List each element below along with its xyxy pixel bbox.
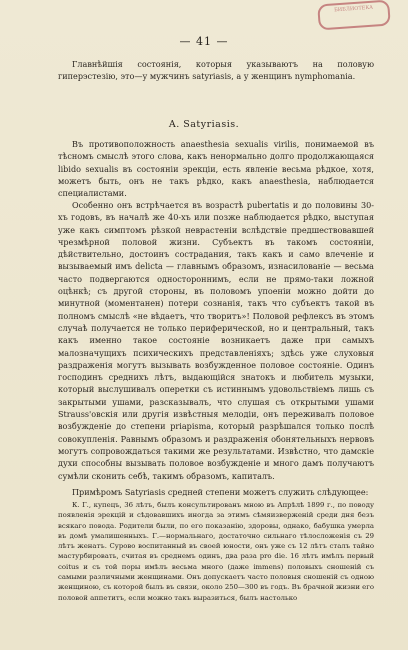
paragraph-1-text: Въ противоположность anaesthesia sexualis virilis, понимаемой въ тѣсномъ смыслѣ этого слова, какъ ненормально долго продолжающаяся libido sexualis въ состояніи эрекціи, есть явленіе весьма рѣдкое, хотя, можетъ быть, онъ не такъ рѣдко, какъ anaesthesia, наблюдается специалистами.: [58, 139, 374, 199]
paragraph-2-text: Особенно онъ встрѣчается въ возрастѣ pubertatis и до половины 30-хъ годовъ, въ началѣ же 40-хъ или позже наблюдается рѣдко, выступая уже какъ симптомъ рѣзкой неврастеніи вслѣдствіе предшествовавшей чрезмѣрной половой жизни. Субъектъ въ такомъ состояніи, дѣйствительно, достоинъ сострадания, такъ какъ и само влеченіе и вызываемый имъ delicta — главнымъ образомъ, изнасилованіе — весьма часто подвергаются одностороннимъ, если не прямо-таки ложной оцѣнкѣ; съ другой стороны, въ половомъ упоеніи можно дойти до минутной (моментанен) потери сознанія, такъ что субъектъ такой въ полномъ смыслѣ «не вѣдаетъ, что творитъ»! Половой рефлексъ въ этомъ случаѣ получается не только периферической, но и центральный, такъ какъ именно такое состояніе возникаетъ даже при самыхъ малозначущихъ психическихъ представленіяхъ; здѣсь уже слуховыя раздраженія могутъ вызывать возбужденное половое состояніе. Одинъ господинъ среднихъ лѣтъ, выдающійся знатокъ и любитель музыки, который выслушивалъ оперетки съ истиннымъ удовольствіемъ лишь съ закрытыми ушами, разсказывалъ, что слушая съ открытыми ушами Strauss'овскія или другія извѣстныя мелодіи, онъ переживалъ половое возбужденіе до степени priapisma, который разрѣшался только послѣ совокупленія. Равнымъ образомъ и раздраженія обонятельныхъ нервовъ могутъ сопровождаться такими же результатами. Извѣстно, что дамскіе духи способны вызывать половое возбужденіе и много дамъ получаютъ сумѣли сконить себѣ, такимъ образомъ, капиталъ.: [58, 200, 374, 481]
intro-text: Главнѣйшія состоянія, которыя указываютъ на половую гиперэстезію, это—у мужчинъ satyriasis, а у женщинъ nymphomania.: [58, 59, 374, 82]
intro-paragraph: [58, 58, 374, 83]
library-stamp: [317, 0, 391, 30]
section-heading: A. Satyriasis.: [168, 119, 240, 130]
paragraph-1: [58, 138, 374, 199]
page-number: — 41 —: [179, 35, 229, 48]
paragraph-3-text: Примѣромъ Satyriasis средней степени можетъ служить слѣдующее:: [72, 487, 369, 497]
paragraph-2: [58, 199, 374, 482]
case-note-text: К. Г., купецъ, 36 лѣтъ, былъ консультированъ мною въ Апрѣлѣ 1899 г., по поводу появленія эрекцій и сѣдовавшихъ иногда за этимъ сѣмяизверженій среди дня безъ всякаго повода. Родители были, по его показанію, здоровы, однако, бабушка умерла въ домѣ умалишенныхъ. Г.—нормальнаго, достаточно сильнаго тѣлосложенія съ 29 лѣтъ женатъ. Сурово воспитанный въ своей юности, онъ уже съ 12 лѣтъ сталъ тайно мастурбировать, считая въ среднемъ одинъ, два раза pro die. 16 лѣтъ имѣлъ первый coitus и съ той поры имѣлъ весьма много (даже immens) половыхъ сношеній съ самыми различными женщинами. Онъ допускаетъ часто половыя сношеній съ одною женщиною, съ которой былъ въ связи, около 250—300 въ годъ. Въ брачной жизни его половой аппетитъ, если можно такъ выразиться, былъ настолько: [58, 501, 374, 602]
paragraph-3: [58, 486, 374, 498]
stamp-text: БИБЛИОТЕКА: [333, 4, 374, 14]
case-note: [58, 500, 374, 603]
